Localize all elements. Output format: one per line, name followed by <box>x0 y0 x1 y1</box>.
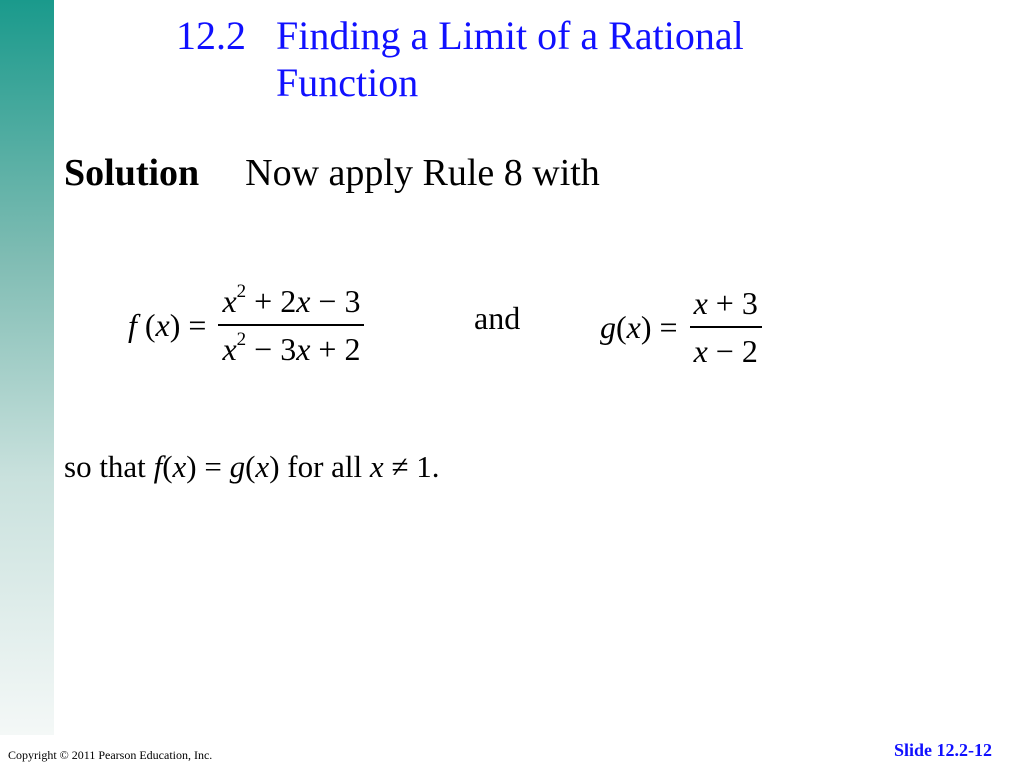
title-text: Finding a Limit of a Rational Function <box>276 13 744 105</box>
g-lhs: g(x) = <box>600 309 678 345</box>
f-lhs: f (x) = <box>128 307 207 343</box>
g-fraction <box>690 284 762 370</box>
conclusion-x2: x <box>255 449 270 484</box>
conclusion-period: . <box>431 449 440 484</box>
f-fraction <box>218 282 364 368</box>
conclusion-x3: x <box>369 449 384 484</box>
and-word: and <box>474 300 521 336</box>
g-numerator: x + 3 <box>693 285 758 321</box>
conclusion-neq: ≠ <box>391 449 409 484</box>
g-denominator: x − 2 <box>693 333 758 369</box>
g-fraction-bar <box>690 326 762 328</box>
copyright-notice: Copyright © 2011 Pearson Education, Inc. <box>8 748 213 762</box>
f-fraction-bar <box>218 324 364 326</box>
solution-text: Now apply Rule 8 with <box>245 152 600 194</box>
conclusion-line: so that f(x) = g(x) for all x ≠ 1. <box>64 449 440 484</box>
slide-title <box>176 12 996 106</box>
conclusion-for-all: for all <box>287 449 363 484</box>
f-definition <box>128 282 364 368</box>
conclusion-equals: = <box>204 449 222 484</box>
g-definition <box>600 284 762 370</box>
slide-number: Slide 12.2-12 <box>893 740 992 760</box>
section-number: 12.2 <box>176 13 246 58</box>
f-numerator: $x^2 + 2x - 3$ <box>222 281 361 319</box>
f-denominator: $x^2 - 3x + 2$ <box>222 329 361 367</box>
conclusion-one: 1 <box>416 449 432 484</box>
decorative-side-bar <box>0 0 54 735</box>
conclusion-f: f <box>153 449 163 484</box>
conclusion-lead: so that <box>64 449 146 484</box>
solution-label: Solution <box>64 152 200 194</box>
conclusion-g: g <box>229 449 246 484</box>
solution-line <box>64 148 600 198</box>
conclusion-x1: x <box>172 449 187 484</box>
